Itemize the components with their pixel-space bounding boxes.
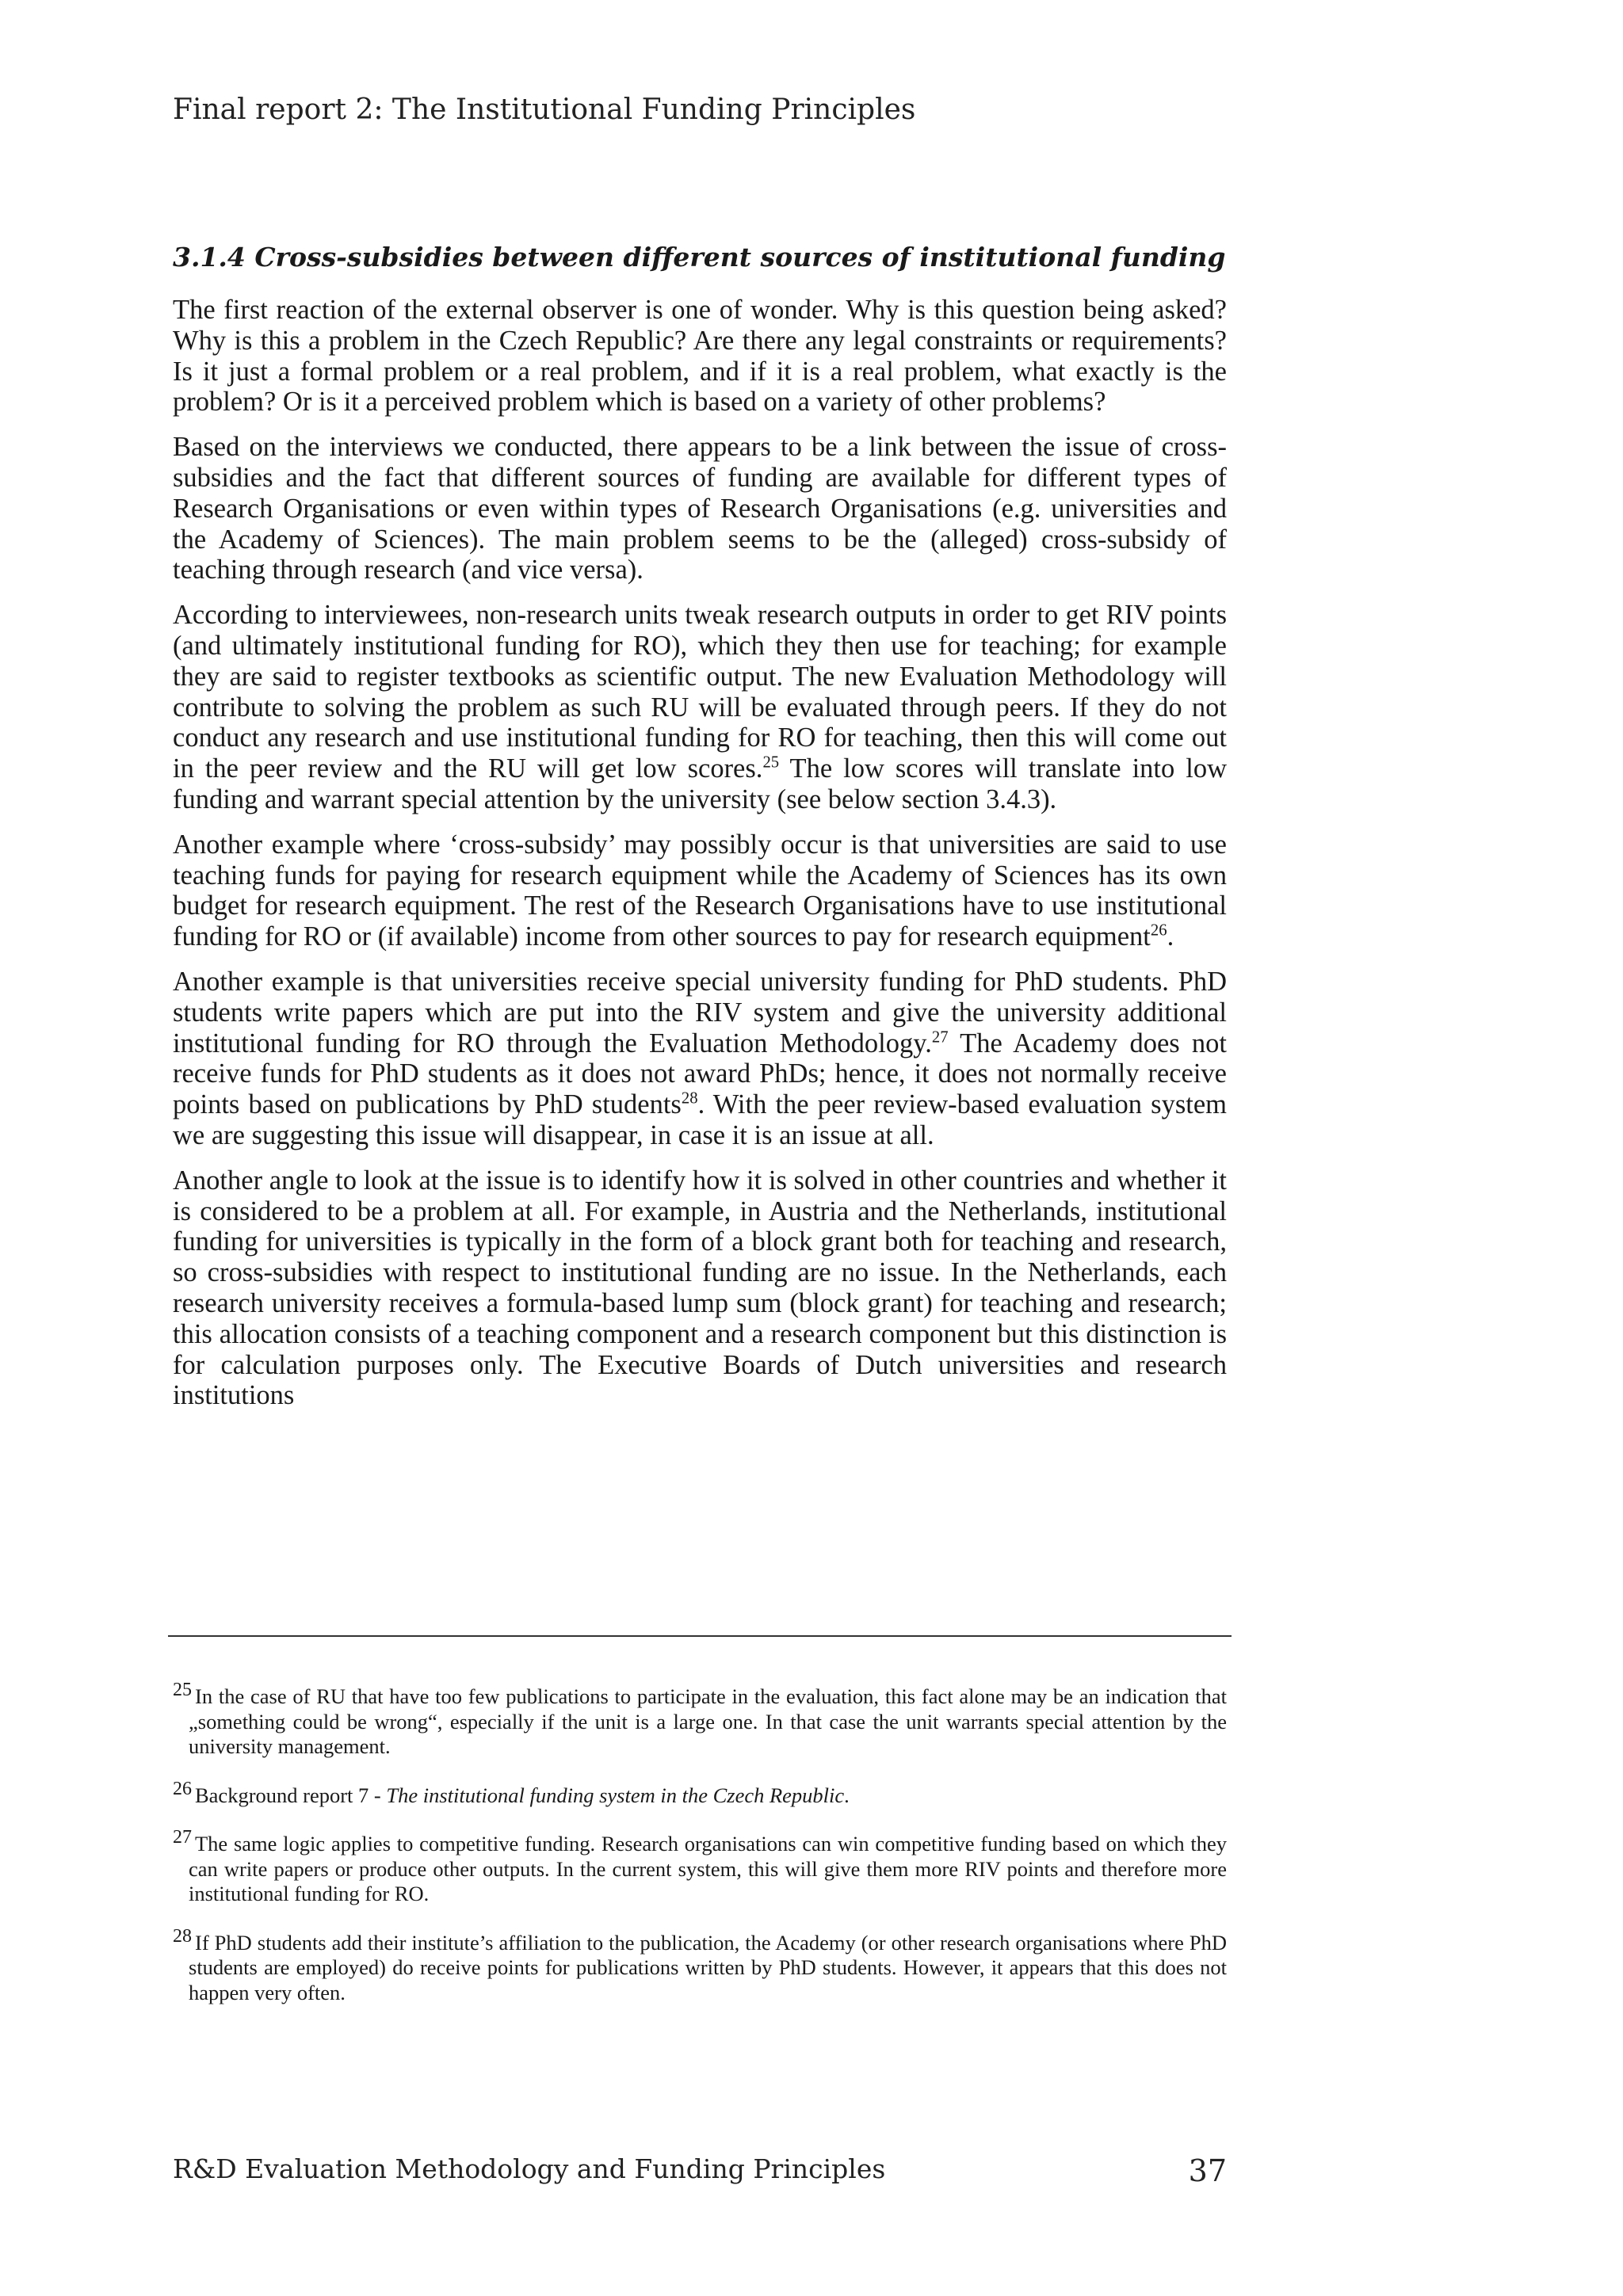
footnote-25 [173,1680,1227,1760]
page-header-title: Final report 2: The Institutional Funding Principles [173,93,916,126]
footnote-ref-26[interactable]: 26 [1150,921,1167,940]
section-heading: 3.1.4 Cross-subsidies between different sources of institutional funding [173,242,1226,273]
footnote-number: 28 [173,1925,192,1947]
footnote-text: Background report 7 - [195,1783,387,1807]
paragraph-4-text-a: Another example where ‘cross-subsidy’ may possibly occur is that universities are said to use teaching funds for paying for research equipment while the Academy of Sciences has its own budget for research equipment. The rest of the Research Organisations have to use institutional funding for RO or (if available) income from other sources to pay for research equipment [173,829,1227,952]
footer-title: R&D Evaluation Methodology and Funding Principles [173,2153,886,2184]
paragraph-3-text-b: The low scores will translate into low funding and warrant special attention by the university (see below section 3.4.3). [173,753,1227,814]
footnote-ref-28[interactable]: 28 [681,1089,698,1108]
footnote-ref-25[interactable]: 25 [762,753,780,772]
main-content [173,241,1227,1425]
footnote-ref-27[interactable]: 27 [931,1028,949,1047]
paragraph-5-text-c: . With the peer review-based evaluation system we are suggesting this issue will disappear, in case it is an issue at all. [173,1089,1227,1150]
footnote-26 [173,1778,1227,1809]
paragraph-3-text-a: According to interviewees, non-research units tweak research outputs in order to get RIV points (and ultimately institutional funding for RO), which they then use for teaching; for example they are said to register textbooks as scientific output. The new Evaluation Methodology will contribute to solving the problem as such RU will be evaluated through peers. If they do not conduct any research and use institutional funding for RO for teaching, then this will come out in the peer review and the RU will get low scores. [173,600,1227,784]
footnote-number: 25 [173,1680,192,1701]
footnote-text: The same logic applies to competitive funding. Research organisations can win competitive funding based on which they can write papers or produce other outputs. In the current system, this will give them more RIV points and therefore more institutional funding for RO. [189,1832,1227,1905]
footnote-italic-title: The institutional funding system in the Czech Republic [386,1783,845,1807]
footnote-text-end: . [844,1783,850,1807]
footnote-number: 26 [173,1778,192,1799]
footnote-text: If PhD students add their institute’s affiliation to the publication, the Academy (or other research organisations where PhD students are employed) do receive points for publications written by PhD students. However, it appears that this does not happen very often. [189,1930,1227,2004]
footnote-number: 27 [173,1827,192,1848]
footnote-text: In the case of RU that have too few publications to participate in the evaluation, this fact alone may be an indication that „something could be wrong“, especially if the unit is a large one. In that case the unit warrants special attention by the university management. [189,1684,1227,1758]
paragraph-2: Based on the interviews we conducted, there appears to be a link between the issue of cross-subsidies and the fact that different sources of funding are available for different types of Research Organisations or even within types of Research Organisations (e.g. universities and the Academy of Sciences). The main problem seems to be the (alleged) cross-subsidy of teaching through research (and vice versa). [173,432,1227,585]
paragraph-5 [173,967,1227,1151]
footnote-27 [173,1827,1227,1907]
paragraph-4 [173,830,1227,952]
footnotes [173,1680,1227,2029]
footnote-separator [168,1635,1232,1637]
paragraph-5-text-b: The Academy does not receive funds for PhD students as it does not award PhDs; hence, it does not normally receive points based on publications by PhD students [173,1028,1227,1120]
paragraph-6: Another angle to look at the issue is to identify how it is solved in other countries and whether it is considered to be a problem at all. For example, in Austria and the Netherlands, institutional funding for universities is typically in the form of a block grant both for teaching and research, so cross-subsidies with respect to institutional funding are no issue. In the Netherlands, each research university receives a formula-based lump sum (block grant) for teaching and research; this allocation consists of a teaching component and a research component but this distinction is for calculation purposes only. The Executive Boards of Dutch universities and research institutions [173,1165,1227,1411]
paragraph-3 [173,600,1227,815]
paragraph-1: The first reaction of the external observer is one of wonder. Why is this question being asked? Why is this a problem in the Czech Republic? Are there any legal constraints or requirements? Is it just a formal problem or a real problem, and if it is a real problem, what exactly is the problem? Or is it a perceived problem which is based on a variety of other problems? [173,295,1227,418]
paragraph-5-text-a: Another example is that universities receive special university funding for PhD students. PhD students write papers which are put into the RIV system and give the university additional institutional funding for RO through the Evaluation Methodology. [173,966,1227,1058]
footnote-28 [173,1925,1227,2006]
page-number: 37 [1188,2153,1227,2188]
paragraph-4-text-b: . [1167,921,1174,952]
